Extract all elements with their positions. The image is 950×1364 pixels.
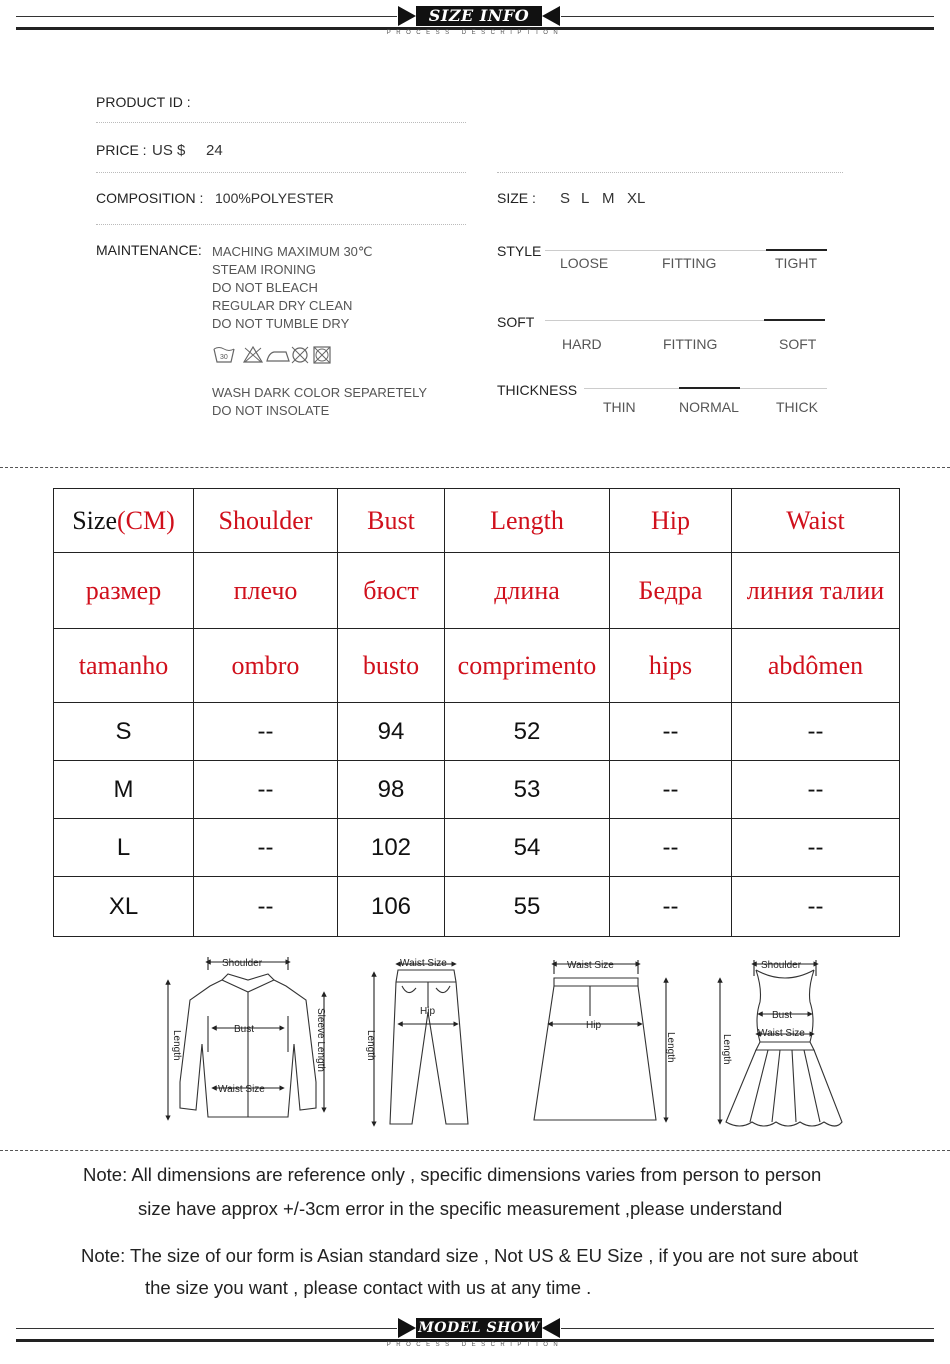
section-divider bbox=[0, 1150, 950, 1151]
thickness-selected-marker bbox=[679, 387, 740, 389]
wash-note: WASH DARK COLOR SEPARETELY bbox=[212, 385, 428, 400]
banner-subtitle: PROCESS DESCRIPTION bbox=[330, 30, 620, 36]
dress-diagram bbox=[720, 960, 842, 1126]
maintenance-item: MACHING MAXIMUM 30℃ bbox=[212, 244, 373, 259]
table-header-cell: размер bbox=[54, 553, 194, 629]
section-divider bbox=[0, 467, 950, 468]
skirt-diagram bbox=[534, 960, 666, 1120]
table-header-cell: hips bbox=[610, 629, 732, 703]
size-label: SIZE : bbox=[497, 190, 536, 206]
table-row bbox=[54, 877, 900, 937]
no-dry-icon bbox=[314, 347, 330, 363]
table-header-cell: Waist bbox=[732, 489, 900, 553]
divider bbox=[96, 122, 466, 123]
table-cell: -- bbox=[610, 819, 732, 877]
table-header-cell: comprimento bbox=[445, 629, 610, 703]
banner-ribbon-left bbox=[398, 1318, 416, 1338]
table-cell: XL bbox=[54, 877, 194, 937]
table-header-cell: tamanho bbox=[54, 629, 194, 703]
skirt-waist-label: Waist Size bbox=[567, 960, 614, 971]
shirt-sleeve-label: Sleeve Length bbox=[315, 1008, 326, 1072]
soft-selected-marker bbox=[764, 319, 825, 321]
svg-text:30: 30 bbox=[220, 354, 228, 361]
wash-notes bbox=[212, 384, 427, 420]
table-cell: -- bbox=[732, 819, 900, 877]
table-header-row-portuguese bbox=[54, 629, 900, 703]
dress-waist-label: Waist Size bbox=[758, 1028, 805, 1039]
no-tumble-dry-icon bbox=[292, 347, 308, 363]
table-header-cell: линия талии bbox=[732, 553, 900, 629]
maintenance-item: DO NOT BLEACH bbox=[212, 280, 318, 295]
shirt-shoulder-label: Shoulder bbox=[222, 958, 263, 969]
price-currency: US $ bbox=[152, 142, 186, 159]
banner-ribbon-left bbox=[398, 6, 416, 26]
banner-ribbon-right bbox=[542, 6, 560, 26]
product-id-label: PRODUCT ID : bbox=[96, 94, 191, 110]
table-cell: 52 bbox=[445, 703, 610, 761]
iron-icon bbox=[267, 352, 289, 361]
table-cell: L bbox=[54, 819, 194, 877]
measurement-diagrams bbox=[150, 952, 860, 1132]
size-option: M bbox=[602, 190, 615, 207]
dress-bust-label: Bust bbox=[772, 1010, 793, 1021]
style-option-tight: TIGHT bbox=[775, 255, 817, 271]
soft-option-fitting: FITTING bbox=[663, 336, 718, 352]
table-cell: 106 bbox=[338, 877, 445, 937]
pants-hip-label: Hip bbox=[420, 1006, 436, 1017]
table-cell: -- bbox=[194, 877, 338, 937]
maintenance-item: STEAM IRONING bbox=[212, 262, 317, 277]
banner-ribbon-right bbox=[542, 1318, 560, 1338]
table-row bbox=[54, 703, 900, 761]
table-header-row bbox=[54, 489, 900, 553]
maintenance-list bbox=[212, 243, 373, 333]
soft-label: SOFT bbox=[497, 314, 535, 330]
pants-waist-label: Waist Size bbox=[400, 958, 447, 969]
table-header-cell: Hip bbox=[610, 489, 732, 553]
price-value: 24 bbox=[206, 142, 223, 159]
table-cell: -- bbox=[732, 761, 900, 819]
table-cell: -- bbox=[610, 761, 732, 819]
size-option: S bbox=[560, 190, 571, 207]
table-header-cell: Size(CM) bbox=[54, 489, 194, 553]
thickness-option-normal: NORMAL bbox=[679, 399, 739, 415]
table-header-cell: abdômen bbox=[732, 629, 900, 703]
care-symbols bbox=[212, 344, 334, 366]
soft-option-hard: HARD bbox=[562, 336, 602, 352]
banner-subtitle: PROCESS DESCRIPTION bbox=[330, 1342, 620, 1348]
no-bleach-icon bbox=[244, 347, 262, 362]
table-cell: 98 bbox=[338, 761, 445, 819]
size-table bbox=[53, 488, 900, 937]
shirt-bust-label: Bust bbox=[234, 1024, 255, 1035]
size-option: L bbox=[581, 190, 590, 207]
table-header-cell: длина bbox=[445, 553, 610, 629]
table-header-cell: бюст bbox=[338, 553, 445, 629]
model-show-banner bbox=[0, 1312, 950, 1356]
style-option-fitting: FITTING bbox=[662, 255, 717, 271]
table-cell: 54 bbox=[445, 819, 610, 877]
table-cell: -- bbox=[610, 877, 732, 937]
banner-title: MODEL SHOW bbox=[416, 1318, 542, 1338]
table-cell: -- bbox=[194, 761, 338, 819]
style-selected-marker bbox=[766, 249, 827, 251]
table-header-cell: Бедра bbox=[610, 553, 732, 629]
table-cell: -- bbox=[194, 703, 338, 761]
note-1-line-1: Note: All dimensions are reference only , specific dimensions varies from person to person bbox=[83, 1164, 822, 1185]
dress-shoulder-label: Shoulder bbox=[761, 960, 802, 971]
table-cell: 55 bbox=[445, 877, 610, 937]
note-2-line-1: Note: The size of our form is Asian standard size , Not US & EU Size , if you are not sure about bbox=[81, 1245, 859, 1266]
maintenance-item: REGULAR DRY CLEAN bbox=[212, 298, 353, 313]
size-option: XL bbox=[627, 190, 646, 207]
table-cell: 53 bbox=[445, 761, 610, 819]
style-label: STYLE bbox=[497, 243, 542, 259]
table-header-cell: Shoulder bbox=[194, 489, 338, 553]
table-header-cell: Length bbox=[445, 489, 610, 553]
table-header-cell: busto bbox=[338, 629, 445, 703]
divider bbox=[497, 172, 843, 173]
table-cell: -- bbox=[610, 703, 732, 761]
note-2-line-2: the size you want , please contact with us at any time . bbox=[145, 1277, 592, 1298]
thickness-label: THICKNESS bbox=[497, 382, 578, 398]
style-option-loose: LOOSE bbox=[560, 255, 609, 271]
table-cell: -- bbox=[732, 703, 900, 761]
price-label: PRICE : bbox=[96, 142, 147, 158]
dress-length-label: Length bbox=[721, 1034, 732, 1065]
table-cell: -- bbox=[194, 819, 338, 877]
shirt-length-label: Length bbox=[171, 1030, 182, 1061]
divider bbox=[96, 224, 466, 225]
composition-label: COMPOSITION : bbox=[96, 190, 204, 206]
table-header-cell: Bust bbox=[338, 489, 445, 553]
pants-diagram bbox=[374, 964, 468, 1124]
thickness-option-thin: THIN bbox=[603, 399, 636, 415]
table-cell: S bbox=[54, 703, 194, 761]
composition-value: 100%POLYESTER bbox=[215, 190, 334, 206]
soft-option-soft: SOFT bbox=[779, 336, 817, 352]
divider bbox=[96, 172, 466, 173]
pants-length-label: Length bbox=[365, 1030, 376, 1061]
skirt-length-label: Length bbox=[665, 1032, 676, 1063]
table-cell: -- bbox=[732, 877, 900, 937]
table-row bbox=[54, 761, 900, 819]
table-cell: 94 bbox=[338, 703, 445, 761]
table-cell: M bbox=[54, 761, 194, 819]
table-cell: 102 bbox=[338, 819, 445, 877]
skirt-hip-label: Hip bbox=[586, 1020, 602, 1031]
maintenance-item: DO NOT TUMBLE DRY bbox=[212, 316, 350, 331]
size-info-banner bbox=[0, 0, 950, 44]
wash-note: DO NOT INSOLATE bbox=[212, 403, 330, 418]
table-header-row-russian bbox=[54, 553, 900, 629]
table-header-cell: плечо bbox=[194, 553, 338, 629]
thickness-option-thick: THICK bbox=[776, 399, 818, 415]
table-row bbox=[54, 819, 900, 877]
banner-title: SIZE INFO bbox=[416, 6, 542, 26]
maintenance-label: MAINTENANCE: bbox=[96, 242, 202, 258]
wash-30-icon bbox=[214, 348, 234, 363]
shirt-waist-label: Waist Size bbox=[218, 1084, 265, 1095]
note-1-line-2: size have approx +/-3cm error in the specific measurement ,please understand bbox=[138, 1198, 783, 1219]
table-header-cell: ombro bbox=[194, 629, 338, 703]
